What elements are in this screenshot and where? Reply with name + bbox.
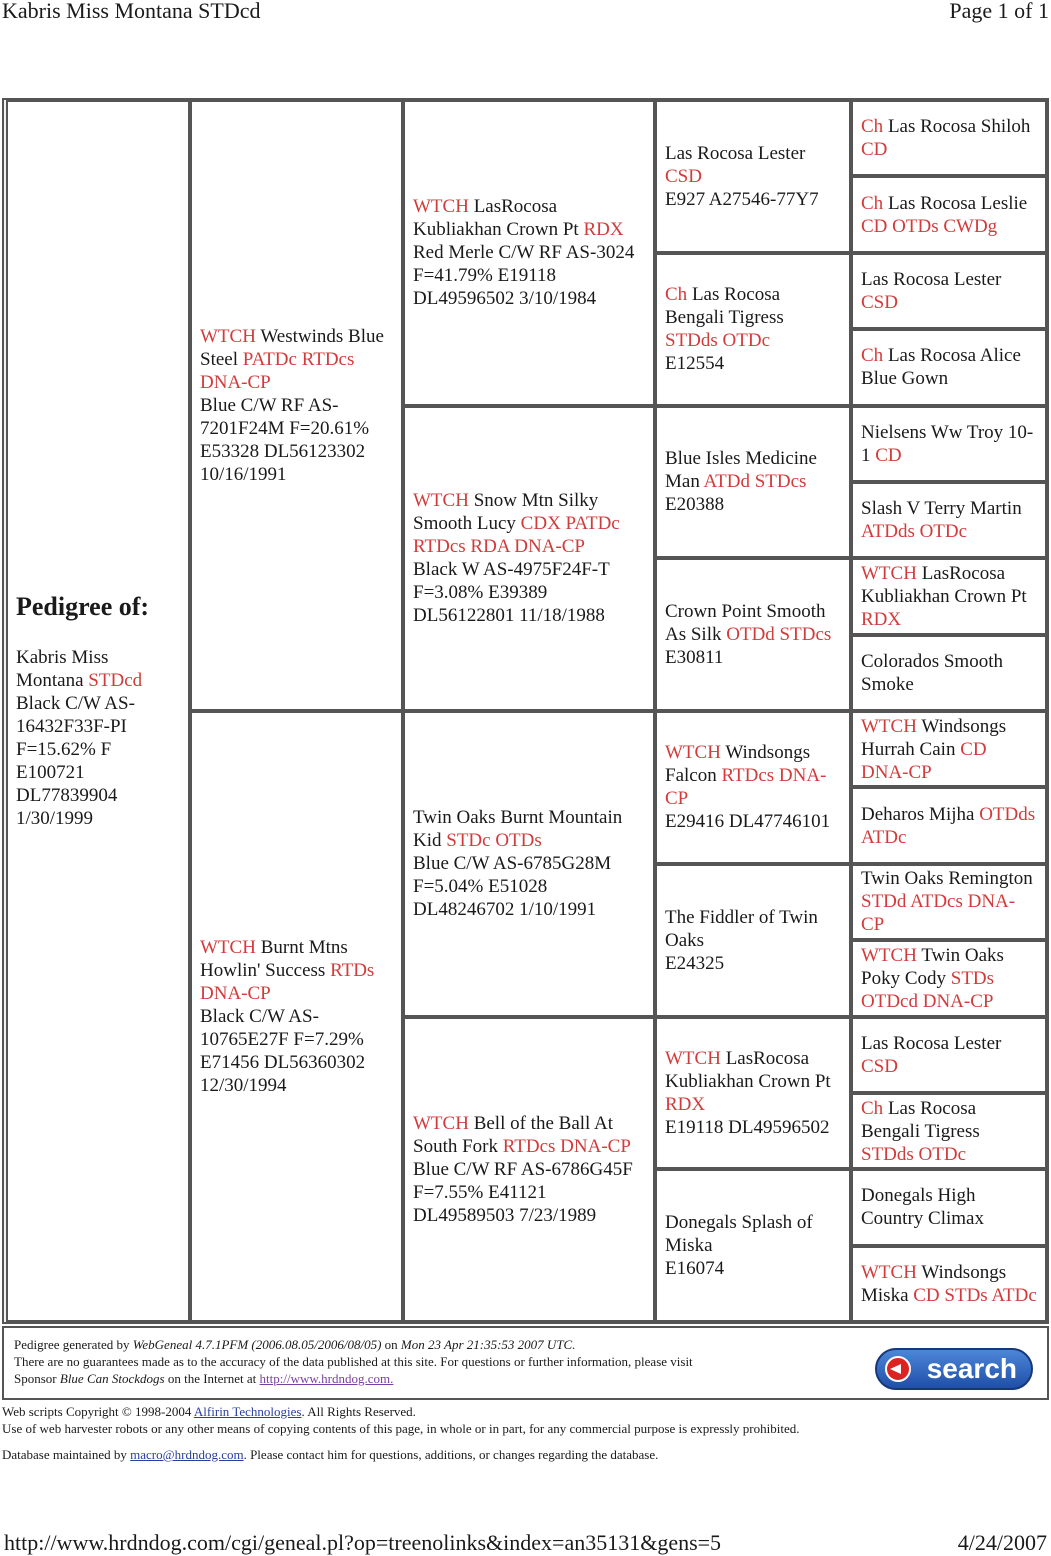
ancestor-name: Deharos Mijha xyxy=(861,803,975,825)
champion-prefix: WTCH xyxy=(861,715,917,737)
ancestor-titles: PATDc RTDcs DNA-CP xyxy=(200,349,355,393)
ancestor-details: Blue C/W RF AS-6786G45F F=7.55% E41121 DL49589503 7/23/1989 xyxy=(413,1158,633,1226)
gen4-ancestor-cell xyxy=(851,940,1047,1016)
ancestor-name: Blue Isles Medicine Man xyxy=(665,448,817,493)
ancestor-name: Snow Mtn Silky Smooth Lucy xyxy=(413,490,599,535)
ancestor-name: Las Rocosa Lester xyxy=(861,1032,1002,1054)
generated-timestamp: Mon 23 Apr 21:35:53 2007 UTC. xyxy=(400,1337,576,1352)
gen4-ancestor-cell xyxy=(851,100,1047,176)
ancestor-titles: CD xyxy=(875,444,902,466)
gen3-ancestor-cell xyxy=(655,864,851,1017)
gen2-ancestor-cell xyxy=(403,1017,655,1323)
gen4-ancestor-cell xyxy=(851,329,1047,405)
champion-prefix: WTCH xyxy=(200,326,256,347)
ancestor-name: Bell of the Ball At South Fork xyxy=(413,1112,614,1157)
ancestor-details: Red Merle C/W RF AS-3024 F=41.79% E19118 DL49596502 3/10/1984 xyxy=(413,242,635,310)
gen2-ancestor-cell xyxy=(403,406,655,712)
software-name: WebGeneal 4.7.1PFM (2006.08.05/2006/08/05) xyxy=(132,1337,382,1352)
ancestor-titles: RTDcs DNA-CP xyxy=(502,1135,631,1157)
champion-prefix: WTCH xyxy=(413,1112,469,1134)
gen1-ancestor-cell xyxy=(190,711,403,1322)
ancestor-titles: CD STDs ATDc xyxy=(913,1284,1037,1306)
gen4-ancestor-cell xyxy=(851,558,1047,634)
gen4-ancestor-cell xyxy=(851,787,1047,863)
subject-name: Kabris Miss Montana xyxy=(16,647,109,691)
ancestor-titles: CSD xyxy=(861,1055,898,1077)
ancestor-name: Las Rocosa Lester xyxy=(861,268,1002,290)
gen3-ancestor-cell xyxy=(655,100,851,253)
ancestor-titles: STDs OTDcd DNA-CP xyxy=(861,967,995,1012)
gen2-ancestor-cell xyxy=(403,100,655,406)
gen3-ancestor-cell xyxy=(655,1169,851,1322)
ancestor-titles: RTDcs DNA-CP xyxy=(665,765,827,810)
ancestor-details: E927 A27546-77Y7 xyxy=(665,188,819,210)
ancestor-titles: CSD xyxy=(665,165,702,187)
gen3-ancestor-cell xyxy=(655,1017,851,1170)
gen4-ancestor-cell xyxy=(851,253,1047,329)
gen4-ancestor-cell xyxy=(851,482,1047,558)
ancestor-name: Slash V Terry Martin xyxy=(861,498,1022,520)
gen4-ancestor-cell xyxy=(851,176,1047,252)
search-button-label: search xyxy=(926,1353,1017,1384)
ancestor-titles: STDc OTDs xyxy=(446,830,542,852)
ancestor-name: Las Rocosa Alice Blue Gown xyxy=(861,345,1021,390)
ancestor-details: E30811 xyxy=(665,647,724,669)
ancestor-titles: RDX xyxy=(861,608,902,630)
ancestor-name: Windsongs Hurrah Cain xyxy=(861,715,1007,760)
document-title: Kabris Miss Montana STDcd xyxy=(2,0,261,23)
search-button[interactable] xyxy=(875,1348,1033,1390)
ancestor-name: Las Rocosa Leslie xyxy=(887,192,1028,214)
gen3-ancestor-cell xyxy=(655,711,851,864)
generation-note: Pedigree generated by WebGeneal 4.7.1PFM (2006.08.05/2006/08/05) on Mon 23 Apr 21:35:53 2007 UTC. There are no guarantees made as to the accuracy of the data published at this site. For questions or further information, please visit Sponsor Blue Can Stockdogs on the Internet at http://www.hrdndog.com. search xyxy=(2,1326,1049,1400)
ancestor-details: E12554 xyxy=(665,353,725,375)
copyright-line: Web scripts Copyright © 1998-2004 Alfirin Technologies. All Rights Reserved. xyxy=(2,1404,416,1419)
pedigree-table xyxy=(2,98,1049,1324)
ancestor-name: Donegals High Country Climax xyxy=(861,1185,984,1230)
ancestor-titles: CD OTDs CWDg xyxy=(861,215,998,237)
usage-notice: Use of web harvester robots or any other means of copying contents of this page, in whole or in part, for any commercial purpose is expressly prohibited. xyxy=(2,1421,800,1436)
ancestor-titles: OTDds ATDc xyxy=(861,803,1036,848)
ancestor-titles: CDX PATDc RTDcs RDA DNA-CP xyxy=(413,513,620,558)
gen4-ancestor-cell xyxy=(851,1093,1047,1169)
ancestor-titles: RTDs DNA-CP xyxy=(200,960,375,1004)
ancestor-name: Westwinds Blue Steel xyxy=(200,326,384,370)
champion-prefix: WTCH xyxy=(861,562,917,584)
gen4-ancestor-cell xyxy=(851,635,1047,711)
champion-prefix: WTCH xyxy=(200,937,256,958)
ancestor-titles: STDds OTDc xyxy=(665,330,771,352)
print-footer xyxy=(0,1530,1051,1556)
maintainer-email-link[interactable]: macro@hrdndog.com xyxy=(130,1447,244,1462)
champion-prefix: WTCH xyxy=(413,196,469,218)
ancestor-details: E20388 xyxy=(665,494,725,516)
ancestor-name: Las Rocosa Bengali Tigress xyxy=(861,1097,980,1142)
champion-prefix: WTCH xyxy=(665,742,721,764)
print-date: 4/24/2007 xyxy=(957,1530,1047,1555)
ancestor-name: Nielsens Ww Troy 10-1 xyxy=(861,421,1034,466)
ancestor-name: LasRocosa Kubliakhan Crown Pt xyxy=(413,196,579,241)
ancestor-name: Las Rocosa Bengali Tigress xyxy=(665,284,784,329)
ancestor-name: Donegals Splash of Miska xyxy=(665,1212,813,1257)
ancestor-details: Black C/W AS-10765E27F F=7.29% E71456 DL56360302 12/30/1994 xyxy=(200,1006,366,1096)
gen1-ancestor-cell xyxy=(190,100,403,711)
champion-prefix: Ch xyxy=(861,192,884,214)
ancestor-name: The Fiddler of Twin Oaks xyxy=(665,906,818,951)
ancestor-name: LasRocosa Kubliakhan Crown Pt xyxy=(861,562,1027,607)
sponsor-name: Blue Can Stockdogs xyxy=(59,1371,165,1386)
ancestor-name: Twin Oaks Remington xyxy=(861,868,1033,890)
ancestor-details: Black W AS-4975F24F-T F=3.08% E39389 DL56122801 11/18/1988 xyxy=(413,559,610,627)
ancestor-details: E29416 DL47746101 xyxy=(665,811,831,833)
champion-prefix: WTCH xyxy=(861,1261,917,1283)
gen4-ancestor-cell xyxy=(851,1246,1047,1322)
ancestor-details: E24325 xyxy=(665,952,725,974)
back-arrow-icon xyxy=(885,1356,911,1382)
ancestor-name: Las Rocosa Shiloh xyxy=(887,116,1031,138)
ancestor-titles: ATDds OTDc xyxy=(861,521,968,543)
champion-prefix: WTCH xyxy=(665,1047,721,1069)
gen3-ancestor-cell xyxy=(655,406,851,559)
gen4-ancestor-cell xyxy=(851,1017,1047,1093)
gen4-ancestor-cell xyxy=(851,864,1047,940)
ancestor-name: Windsongs Miska xyxy=(861,1261,1007,1306)
gen4-ancestor-cell xyxy=(851,406,1047,482)
gen4-ancestor-cell xyxy=(851,711,1047,787)
gen2-ancestor-cell xyxy=(403,711,655,1017)
ancestor-titles: STDd ATDcs DNA-CP xyxy=(861,891,1016,936)
ancestor-name: Colorados Smooth Smoke xyxy=(861,650,1003,695)
ancestor-name: Windsongs Falcon xyxy=(665,742,811,787)
champion-prefix: Ch xyxy=(861,1097,884,1119)
subject-cell xyxy=(6,100,190,1322)
ancestor-titles: ATDd STDcs xyxy=(703,471,807,493)
champion-prefix: Ch xyxy=(665,284,688,306)
ancestor-titles: RDX xyxy=(583,219,624,241)
ancestor-titles: CSD xyxy=(861,291,898,313)
ancestor-titles: CD DNA-CP xyxy=(861,738,987,783)
champion-prefix: Ch xyxy=(861,116,884,138)
ancestor-name: LasRocosa Kubliakhan Crown Pt xyxy=(665,1047,831,1092)
page-url: http://www.hrdndog.com/cgi/geneal.pl?op=treenolinks&index=an35131&gens=5 xyxy=(4,1530,722,1555)
champion-prefix: Ch xyxy=(861,345,884,367)
ancestor-titles: CD xyxy=(861,139,888,161)
ancestor-name: Crown Point Smooth As Silk xyxy=(665,601,826,646)
ancestor-name: Twin Oaks Poky Cody xyxy=(861,944,1004,989)
print-header xyxy=(0,0,1051,28)
ancestor-name: Burnt Mtns Howlin' Success xyxy=(200,937,348,981)
ancestor-details: Blue C/W AS-6785G28M F=5.04% E51028 DL48246702 1/10/1991 xyxy=(413,853,612,921)
disclaimer-text: There are no guarantees made as to the accuracy of the data published at this site. For questions or further information, please visit xyxy=(14,1354,693,1369)
database-line: Database maintained by macro@hrdndog.com. Please contact him for questions, additions, or changes regarding the database. xyxy=(2,1447,659,1462)
champion-prefix: WTCH xyxy=(413,490,469,512)
champion-prefix: WTCH xyxy=(861,944,917,966)
pedigree-heading: Pedigree of: xyxy=(16,592,150,621)
gen3-ancestor-cell xyxy=(655,253,851,406)
sponsor-link[interactable]: http://www.hrdndog.com. xyxy=(259,1371,394,1386)
ancestor-titles: RDX xyxy=(665,1093,706,1115)
subject-titles: STDcd xyxy=(88,670,143,691)
alfirin-link[interactable]: Alfirin Technologies xyxy=(193,1404,302,1419)
subject-details: Black C/W AS-16432F33F-PI F=15.62% F E100721 DL77839904 1/30/1999 xyxy=(16,693,135,829)
page-number: Page 1 of 1 xyxy=(949,0,1049,23)
gen3-ancestor-cell xyxy=(655,558,851,711)
ancestor-titles: STDds OTDc xyxy=(861,1143,967,1165)
ancestor-titles: OTDd STDcs xyxy=(726,624,832,646)
ancestor-name: Twin Oaks Burnt Mountain Kid xyxy=(413,807,623,852)
ancestor-name: Las Rocosa Lester xyxy=(665,142,806,164)
ancestor-details: E16074 xyxy=(665,1258,725,1280)
ancestor-details: E19118 DL49596502 xyxy=(665,1116,830,1138)
ancestor-details: Blue C/W RF AS-7201F24M F=20.61% E53328 DL56123302 10/16/1991 xyxy=(200,395,370,485)
gen4-ancestor-cell xyxy=(851,1169,1047,1245)
